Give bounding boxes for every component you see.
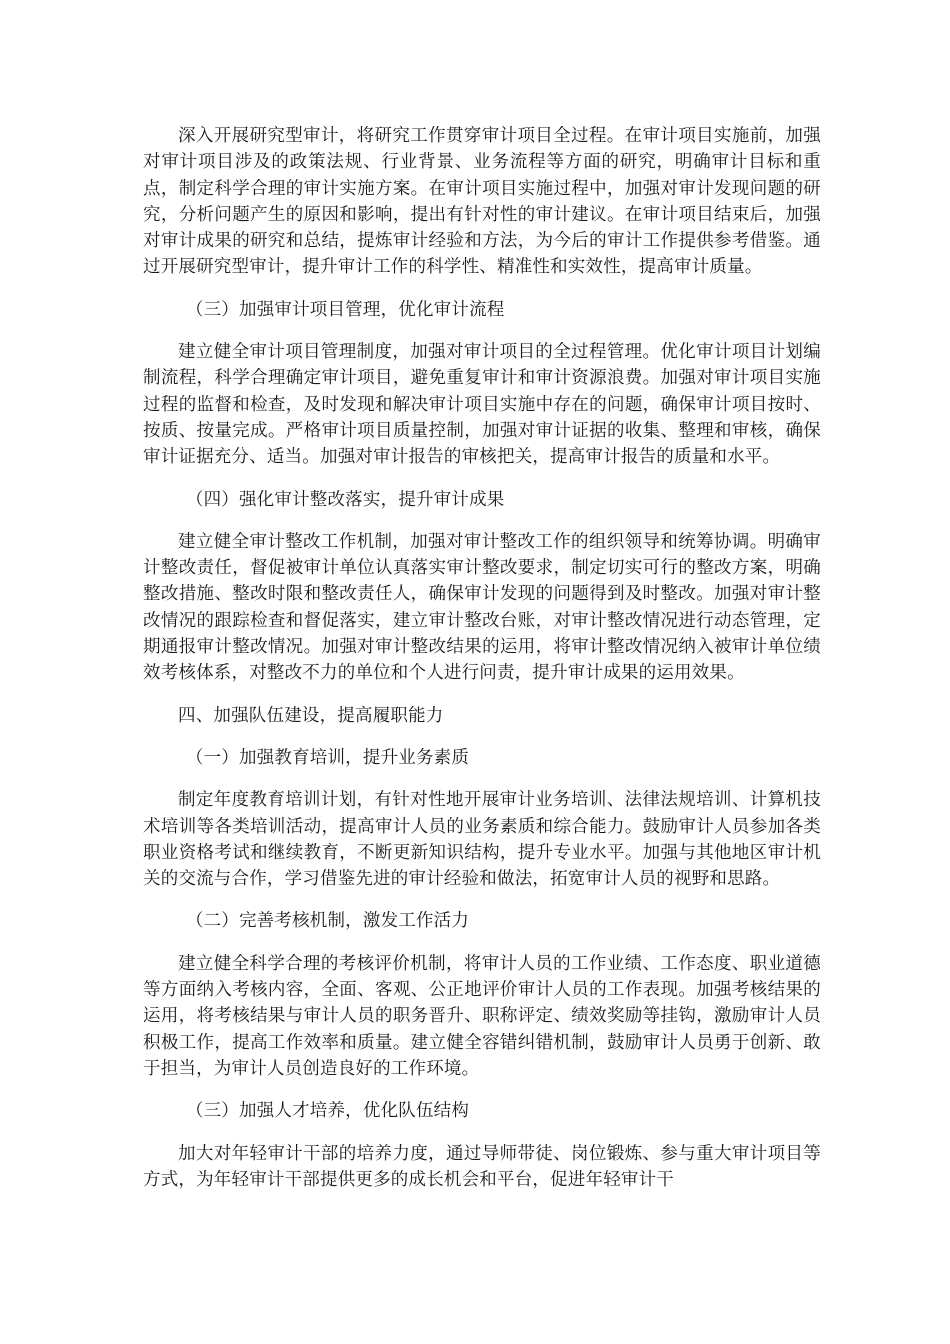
- section-heading-team-building: 四、加强队伍建设，提高履职能力: [178, 705, 444, 726]
- paragraph-talent-cultivation: 加大对年轻审计干部的培养力度，通过导师带徒、岗位锻炼、参与重大审计项目等方式，为年轻审计干部提供更多的成长机会和平台，促进年轻审计干: [143, 1143, 821, 1190]
- paragraph-project-management: 建立健全审计项目管理制度，加强对审计项目的全过程管理。优化审计项目计划编制流程，科学合理确定审计项目，避免重复审计和审计资源浪费。加强对审计项目实施过程的监督和检查，及时发现和解决审计项目实施中存在的问题，确保审计项目按时、按质、按量完成。严格审计项目质量控制，加强对审计证据的收集、整理和审核，确保审计证据充分、适当。加强对审计报告的审核把关，提高审计报告的质量和水平。: [143, 342, 821, 468]
- paragraph-research-audit: 深入开展研究型审计，将研究工作贯穿审计项目全过程。在审计项目实施前，加强对审计项目涉及的政策法规、行业背景、业务流程等方面的研究，明确审计目标和重点，制定科学合理的审计实施方案。在审计项目实施过程中，加强对审计发现问题的研究，分析问题产生的原因和影响，提出有针对性的审计建议。在审计项目结束后，加强对审计成果的研究和总结，提炼审计经验和方法，为今后的审计工作提供参考借鉴。通过开展研究型审计，提升审计工作的科学性、精准性和实效性，提高审计质量。: [143, 126, 821, 278]
- paragraph-assessment: 建立健全科学合理的考核评价机制，将审计人员的工作业绩、工作态度、职业道德等方面纳入考核内容，全面、客观、公正地评价审计人员的工作表现。加强考核结果的运用，将考核结果与审计人员的职务晋升、职称评定、绩效奖励等挂钩，激励审计人员积极工作，提高工作效率和质量。建立健全容错纠错机制，鼓励审计人员勇于创新、敢于担当，为审计人员创造良好的工作环境。: [143, 953, 821, 1079]
- subheading-project-management: （三）加强审计项目管理，优化审计流程: [185, 299, 505, 320]
- document-page: [143, 123, 821, 1193]
- paragraph-education-training: 制定年度教育培训计划，有针对性地开展审计业务培训、法律法规培训、计算机技术培训等各类培训活动，提高审计人员的业务素质和综合能力。鼓励审计人员参加各类职业资格考试和继续教育，不断更新知识结构，提升专业水平。加强与其他地区审计机关的交流与合作，学习借鉴先进的审计经验和做法，拓宽审计人员的视野和思路。: [143, 790, 821, 890]
- subheading-education-training: （一）加强教育培训，提升业务素质: [185, 747, 470, 768]
- subheading-rectification: （四）强化审计整改落实，提升审计成果: [185, 489, 505, 510]
- subheading-talent-cultivation: （三）加强人才培养，优化队伍结构: [185, 1101, 470, 1122]
- subheading-assessment: （二）完善考核机制，激发工作活力: [185, 911, 470, 932]
- paragraph-rectification: 建立健全审计整改工作机制，加强对审计整改工作的组织领导和统筹协调。明确审计整改责任，督促被审计单位认真落实审计整改要求，制定切实可行的整改方案，明确整改措施、整改时限和整改责任人，确保审计发现的问题得到及时整改。加强对审计整改情况的跟踪检查和督促落实，建立审计整改台账，对审计整改情况进行动态管理，定期通报审计整改情况。加强对审计整改结果的运用，将审计整改情况纳入被审计单位绩效考核体系，对整改不力的单位和个人进行问责，提升审计成果的运用效果。: [143, 531, 821, 684]
